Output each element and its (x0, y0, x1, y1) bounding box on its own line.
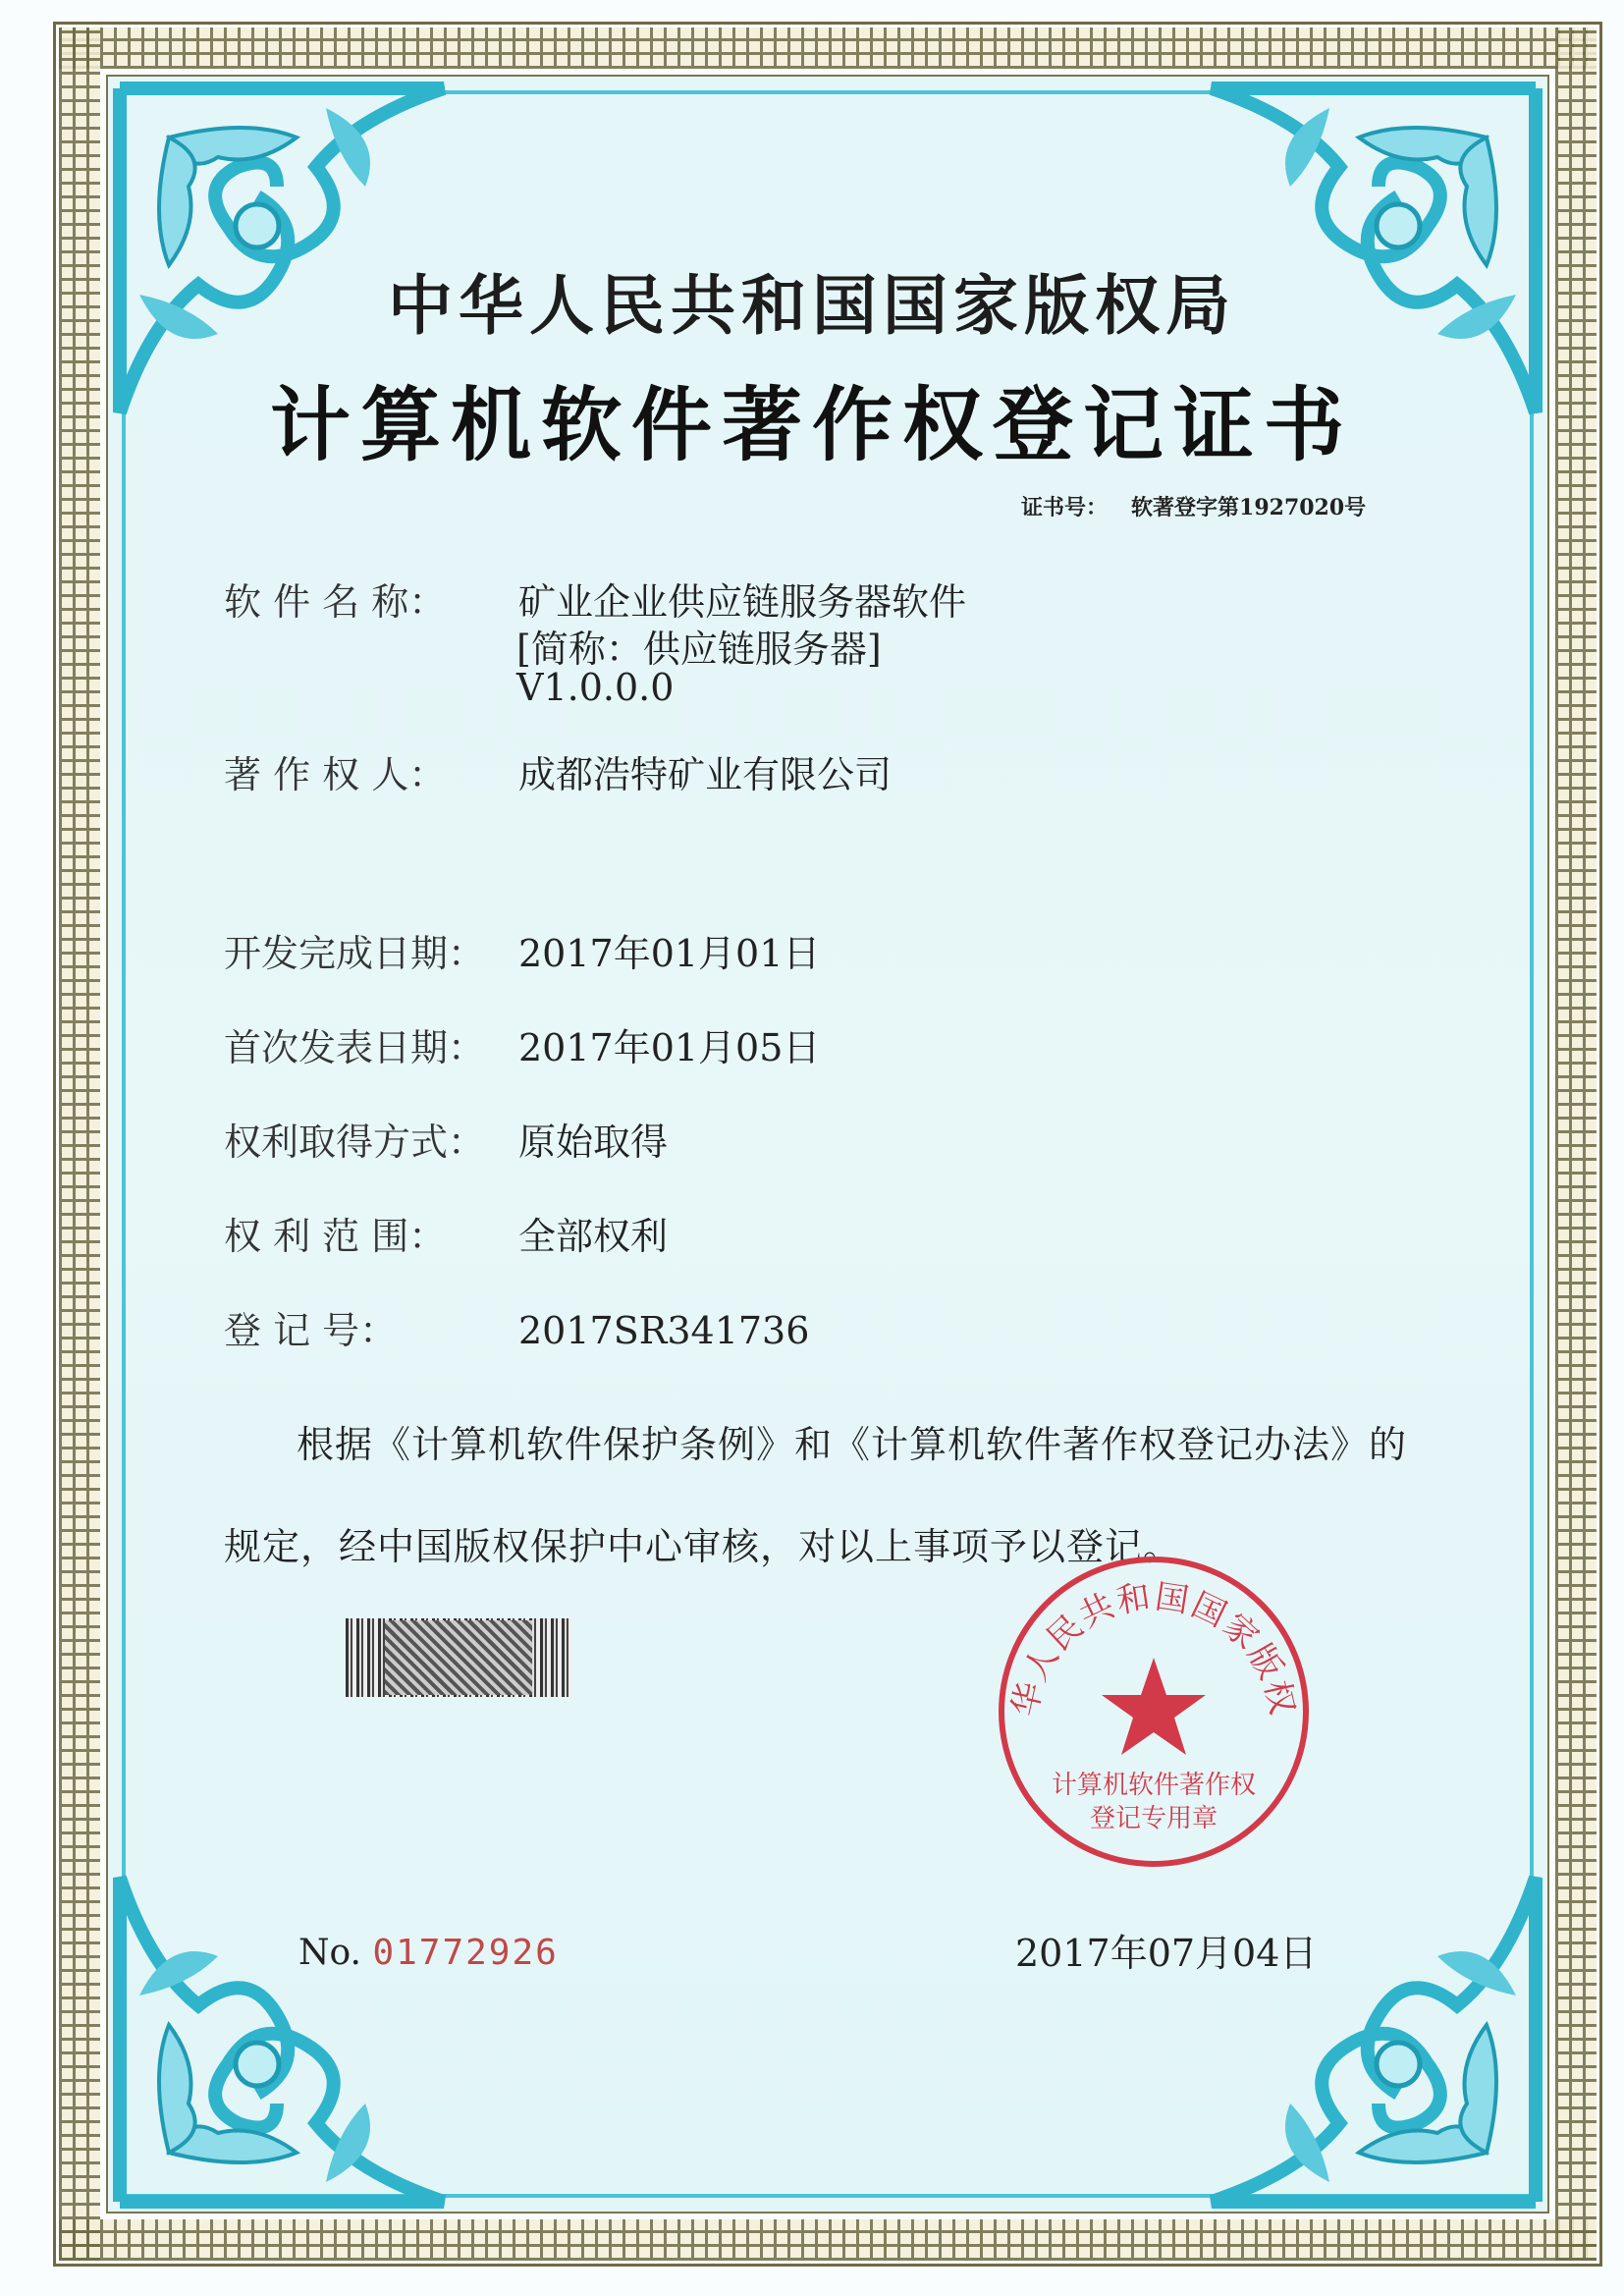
software-version: V1.0.0.0 (516, 666, 675, 709)
key-pattern-border-top (59, 27, 1597, 69)
svg-text:登记专用章: 登记专用章 (1089, 1804, 1218, 1832)
owner-label: 著 作 权 人： (224, 753, 447, 796)
field-dev-date (224, 923, 820, 977)
owner-value: 成都浩特矿业有限公司 (518, 753, 893, 796)
svg-text:计算机软件著作权: 计算机软件著作权 (1051, 1771, 1257, 1799)
acquire-method-value: 原始取得 (518, 1121, 669, 1164)
software-name-value: 矿业企业供应链服务器软件 (518, 580, 967, 624)
field-rights-scope (224, 1206, 668, 1260)
certificate-number-value: 软著登字第1927020号 (1131, 495, 1367, 520)
field-registration-number (224, 1300, 809, 1354)
field-owner (224, 744, 892, 798)
field-pub-date (224, 1017, 820, 1071)
field-software-name (224, 572, 966, 626)
svg-text:中华人民共和国国家版权局: 华人民共和国国家版权 (1006, 1578, 1301, 1721)
issuing-authority-title: 中华人民共和国国家版权局 (388, 267, 1236, 344)
dev-date-value: 2017年01月01日 (518, 932, 821, 975)
corner-ornament-bottom-right (1192, 1858, 1545, 2212)
registration-number-value: 2017SR341736 (518, 1309, 810, 1352)
certificate-title: 计算机软件著作权登记证书 (269, 378, 1354, 472)
pub-date-value: 2017年01月05日 (518, 1026, 821, 1069)
official-seal (992, 1550, 1316, 1874)
acquire-method-label: 权利取得方式： (224, 1121, 486, 1164)
registration-number-label: 登 记 号： (224, 1309, 398, 1352)
rights-scope-label: 权 利 范 围： (224, 1215, 447, 1258)
certificate-number-label: 证书号： (1021, 495, 1109, 520)
software-short-name: [简称：供应链服务器] (516, 628, 882, 671)
rights-scope-value: 全部权利 (518, 1215, 669, 1258)
statement-line-2: 规定，经中国版权保护中心审核，对以上事项予以登记。 (224, 1525, 1182, 1568)
issue-date: 2017年07月04日 (1015, 1932, 1318, 1975)
serial-number (298, 1933, 559, 1973)
key-pattern-border-bottom (59, 2219, 1597, 2261)
corner-ornament-bottom-left (110, 1858, 463, 2212)
serial-number-label: No. (298, 1933, 361, 1973)
serial-number-value: 01772926 (372, 1933, 559, 1973)
software-name-label: 软 件 名 称： (224, 580, 447, 624)
barcode-pattern (385, 1620, 532, 1695)
dev-date-label: 开发完成日期： (224, 932, 486, 975)
certificate-number (1021, 491, 1389, 521)
pub-date-label: 首次发表日期： (224, 1026, 486, 1069)
statement-line-1: 根据《计算机软件保护条例》和《计算机软件著作权登记办法》的 (297, 1423, 1408, 1466)
field-acquire-method (224, 1112, 668, 1166)
